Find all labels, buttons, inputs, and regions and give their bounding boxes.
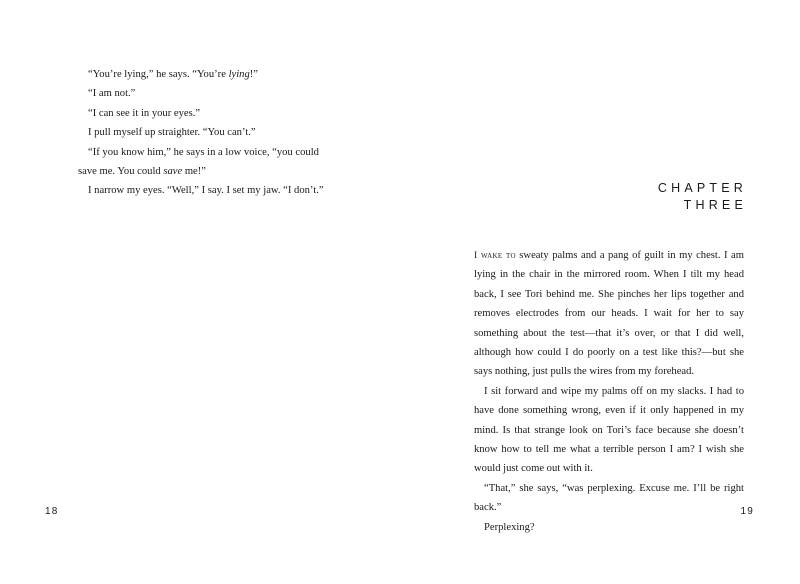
text-run: sweaty palms and a pang of guilt in my chest. I am lying in the chair in the mirrored room. When I tilt my head back, I see Tori behind me. She pinches her lips together and removes electrodes from our heads. I wait for her to say something about the test—that it’s over, or that I did well, although how could I do poorly on a test like this?—but she says nothing, just pulls the wires from my forehead. <box>474 250 744 378</box>
paragraph: “That,” she says, “was perplexing. Excuse me. I’ll be right back.” <box>474 482 744 514</box>
text-run: me!” <box>182 166 206 178</box>
text-run: !” <box>249 69 258 80</box>
right-page-text <box>474 246 744 537</box>
chapter-heading <box>658 180 747 214</box>
paragraph: Perplexing? <box>484 521 535 533</box>
paragraph: I sit forward and wipe my palms off on my slacks. I had to have done something wrong, even if it only happened in my mind. Is that strange look on Tori’s face because she doesn’t know how to tell me what a terrible person I am? I wish she would just come out with it. <box>474 385 744 475</box>
text-run: “You’re lying,” he says. “You’re <box>88 69 229 80</box>
paragraph: “I can see it in your eyes.” <box>88 107 201 119</box>
chapter-number: THREE <box>683 198 747 212</box>
left-page-text <box>78 65 340 201</box>
paragraph: I pull myself up straighter. “You can’t.” <box>88 127 256 139</box>
paragraph: I narrow my eyes. “Well,” I say. I set my jaw. “I don’t.” <box>88 185 324 197</box>
paragraph: “I am not.” <box>88 88 136 100</box>
paragraph <box>474 246 744 382</box>
right-page <box>400 0 800 584</box>
paragraph <box>78 65 340 84</box>
text-run: “If you know him,” he says in a low voice, “you could save me. You could <box>78 146 319 178</box>
page-number: 18 <box>45 506 59 517</box>
italic-text: save <box>163 166 183 178</box>
paragraph <box>78 143 340 182</box>
page-number: 19 <box>740 506 754 517</box>
chapter-label: CHAPTER <box>657 181 747 195</box>
opening-smallcaps: I wake to <box>474 250 516 261</box>
italic-text: lying <box>228 69 250 80</box>
